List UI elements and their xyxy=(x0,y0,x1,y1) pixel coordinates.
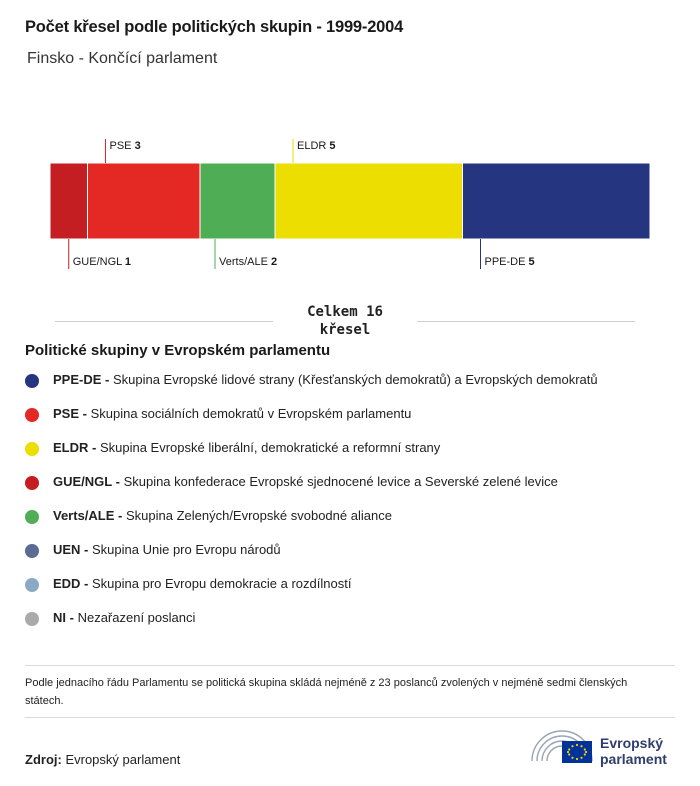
legend-item-desc: Nezařazení poslanci xyxy=(77,610,196,625)
legend-color-dot xyxy=(25,442,39,456)
legend-item-text xyxy=(53,506,392,526)
legend-item xyxy=(25,574,675,608)
legend-item-text xyxy=(53,404,411,424)
legend-item-desc: Skupina konfederace Evropské sjednocené levice a Severské zelené levice xyxy=(123,474,558,489)
legend-item-desc: Skupina Evropské liberální, demokratické a reformní strany xyxy=(99,440,441,455)
source-value: Evropský parlament xyxy=(65,752,181,767)
legend-item-desc: Skupina pro Evropu demokracie a rozdílností xyxy=(92,576,352,591)
chart-title: Počet křesel podle politických skupin - 1999-2004 xyxy=(25,18,404,36)
legend-item-desc: Skupina Zelených/Evropské svobodné aliance xyxy=(125,508,392,523)
legend-item-text xyxy=(53,370,598,390)
segment-label: PSE 3 xyxy=(109,140,141,152)
stacked-seat-bar-chart xyxy=(0,125,700,300)
legend-item-text xyxy=(53,574,351,594)
legend-item-desc: Skupina sociálních demokratů v Evropském parlamentu xyxy=(90,406,412,421)
bar-segment-pse xyxy=(88,163,201,239)
legend-color-dot xyxy=(25,476,39,490)
logo-line-1: Evropský xyxy=(600,735,664,751)
legend-color-dot xyxy=(25,510,39,524)
legend-color-dot xyxy=(25,578,39,592)
legend-item-abbr: EDD - xyxy=(53,576,89,591)
segment-label: Verts/ALE 2 xyxy=(219,256,278,268)
legend-item-text xyxy=(53,472,558,492)
legend-color-dot xyxy=(25,408,39,422)
legend-item-abbr: PPE-DE - xyxy=(53,372,110,387)
legend-item xyxy=(25,608,675,642)
divider-bottom xyxy=(25,717,675,718)
total-seats-label: Celkem 16 křesel xyxy=(275,303,415,339)
legend-color-dot xyxy=(25,612,39,626)
total-seats xyxy=(55,303,635,339)
legend-item xyxy=(25,472,675,506)
european-parliament-logo xyxy=(529,727,679,769)
bar-segment-gue-ngl xyxy=(50,163,88,239)
source-label: Zdroj: xyxy=(25,752,62,767)
segment-label: GUE/NGL 1 xyxy=(72,256,132,268)
logo-text xyxy=(600,735,667,767)
legend-item-abbr: ELDR - xyxy=(53,440,97,455)
legend-item-text xyxy=(53,540,281,560)
legend-item xyxy=(25,506,675,540)
legend-item-text xyxy=(53,608,195,628)
bar-segment-eldr xyxy=(275,163,463,239)
total-divider-left xyxy=(55,321,273,322)
legend xyxy=(25,370,675,642)
legend-item-abbr: Verts/ALE - xyxy=(53,508,123,523)
legend-item-abbr: PSE - xyxy=(53,406,87,421)
bar-segment-ppe-de xyxy=(463,163,651,239)
legend-item-desc: Skupina Unie pro Evropu národů xyxy=(92,542,281,557)
legend-color-dot xyxy=(25,374,39,388)
total-divider-right xyxy=(417,321,635,322)
legend-item-abbr: UEN - xyxy=(53,542,89,557)
legend-item-abbr: NI - xyxy=(53,610,74,625)
rules-note: Podle jednacího řádu Parlamentu se politická skupina skládá nejméně z 23 poslanců zvolených v nejméně sedmi členských státech. xyxy=(25,677,628,707)
logo-line-2: parlament xyxy=(600,751,667,767)
source xyxy=(25,752,180,767)
divider-top xyxy=(25,665,675,666)
legend-item xyxy=(25,404,675,438)
chart-subtitle: Finsko - Končící parlament xyxy=(27,50,218,67)
legend-item xyxy=(25,540,675,574)
legend-item xyxy=(25,370,675,404)
legend-color-dot xyxy=(25,544,39,558)
legend-item-desc: Skupina Evropské lidové strany (Křesťanských demokratů) a Evropských demokratů xyxy=(112,372,598,387)
legend-item xyxy=(25,438,675,472)
legend-item-abbr: GUE/NGL - xyxy=(53,474,120,489)
bar-segment-verts-ale xyxy=(200,163,275,239)
legend-title: Politické skupiny v Evropském parlamentu xyxy=(25,342,331,359)
segment-label: PPE-DE 5 xyxy=(484,256,535,268)
parliament-hemicycle-icon xyxy=(529,727,595,769)
legend-item-text xyxy=(53,438,440,458)
segment-label: ELDR 5 xyxy=(297,140,336,152)
